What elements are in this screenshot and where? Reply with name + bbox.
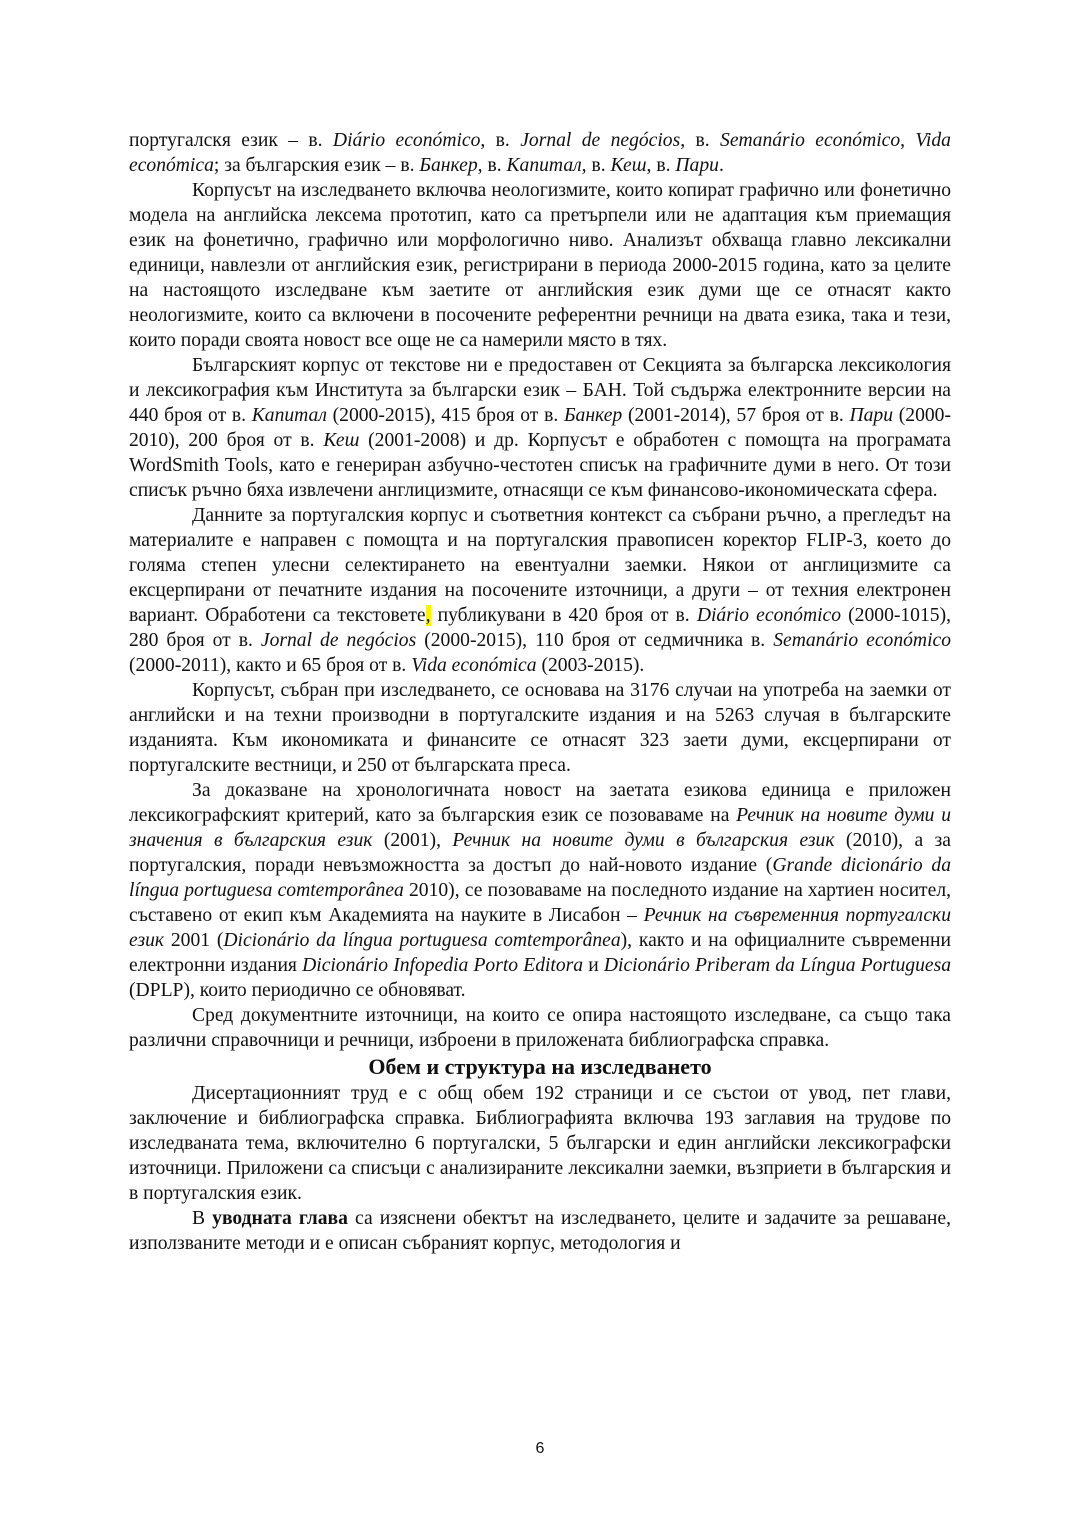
paragraph-lexicographic-criterion: За доказване на хронологичната новост на заетата езикова единица е приложен лексикографският критерий, като за българския език се позоваваме на Речник на новите думи и значения в българския език (2001), Речник на новите думи в българския език (2010), а за португалския, поради невъзможността за достъп до най-новото издание (Grande dicionário da língua portuguesa comtemporânea 2010), се позоваваме на последното издание на хартиен носител, съставено от екип към Академията на науките в Лисабон – Речник на съвременния португалски език 2001 (Dicionário da língua portuguesa comtemporânea), както и на официалните съвременни електронни издания Dicionário Infopedia Porto Editora и Dicionário Priberam da Língua Portuguesa (DPLP), които периодично се обновяват. [129, 780, 952, 1001]
paragraph-portuguese-corpus: Данните за португалския корпус и съответния контекст са събрани ръчно, а прегледът на материалите е направен с помощта и на португалския правописен коректор FLIP-3, което до голяма степен улесни селектирането на евентуални заемки. Някои от англицизмите са ексцерпирани от печатните издания на посочените източници, а други – от техния електронен вариант. Обработени са текстовете, публикувани в 420 броя от в. Diário económico (2000-1015), 280 броя от в. Jornal de negócios (2000-2015), 110 броя от седмичника в. Semanário económico (2000-2011), както и 65 броя от в. Vida económica (2003-2015). [129, 505, 952, 676]
section-heading: Обем и структура на изследването [368, 1054, 712, 1079]
page-number: 6 [535, 1440, 545, 1457]
paragraph-sources-cont: португалскя език – в. Diário económico, в. Jornal de negócios, в. Semanário económico, Vida económica; за българския език – в. Банкер, в. Капитал, в. Кеш, в. Пари. [129, 130, 951, 176]
highlighted-comma: , [425, 605, 431, 626]
paragraph-introduction-chapter: В уводната глава са изяснени обектът на изследването, целите и задачите за решаване, използваните методи и е описан събраният корпус, методология и [129, 1208, 951, 1254]
paragraph-corpus-scope: Корпусът на изследването включва неологизмите, които копират графично или фонетично модела на английска лексема прототип, като са претърпели или не адаптация към приемащия език на фонетично, графично или морфологично ниво. Анализът обхваща главно лексикални единици, навлезли от английския език, регистрирани в периода 2000-2015 година, като за целите на настоящото изследване към заетите от английския език думи ще се отнасят както неологизмите, които са включени в посочените референтни речници на двата езика, така и тези, които поради своята новост все още не са намерили място в тях. [129, 180, 951, 351]
paragraph-corpus-stats: Корпусът, събран при изследването, се основава на 3176 случаи на употреба на заемки от английски и на техни производни в португалските издания и на 5263 случая в българските изданията. Към икономиката и финансите се отнасят 323 заети думи, ексцерпирани от португалските вестници, и 250 от българската преса. [129, 680, 951, 776]
paragraph-volume-structure: Дисертационният труд е с общ обем 192 страници и се състои от увод, пет глави, заключение и библиографска справка. Библиографията включва 193 заглавия на трудове по изследваната тема, включително 6 португалски, 5 български и един английски лексикографски източници. Приложени са списъци с анализираните лексикални заемки, възприети в българския и в португалския език. [129, 1083, 951, 1204]
document-page [129, 128, 951, 1256]
paragraph-documentary-sources: Сред документните източници, на които се опира настоящото изследване, са също така различни справочници и речници, изброени в приложената библиографска справка. [129, 1005, 951, 1051]
paragraph-bulgarian-corpus: Българският корпус от текстове ни е предоставен от Секцията за българска лексикология и лексикография към Института за български език – БАН. Той съдържа електронните версии на 440 броя от в. Капитал (2000-2015), 415 броя от в. Банкер (2001-2014), 57 броя от в. Пари (2000-2010), 200 броя от в. Кеш (2001-2008) и др. Корпусът е обработен с помощта на програмата WordSmith Tools, като е генериран азбучно-честотен списък на графичните думи в него. От този списък ръчно бяха извлечени англицизмите, отнасящи се към финансово-икономическата сфера. [129, 355, 951, 501]
